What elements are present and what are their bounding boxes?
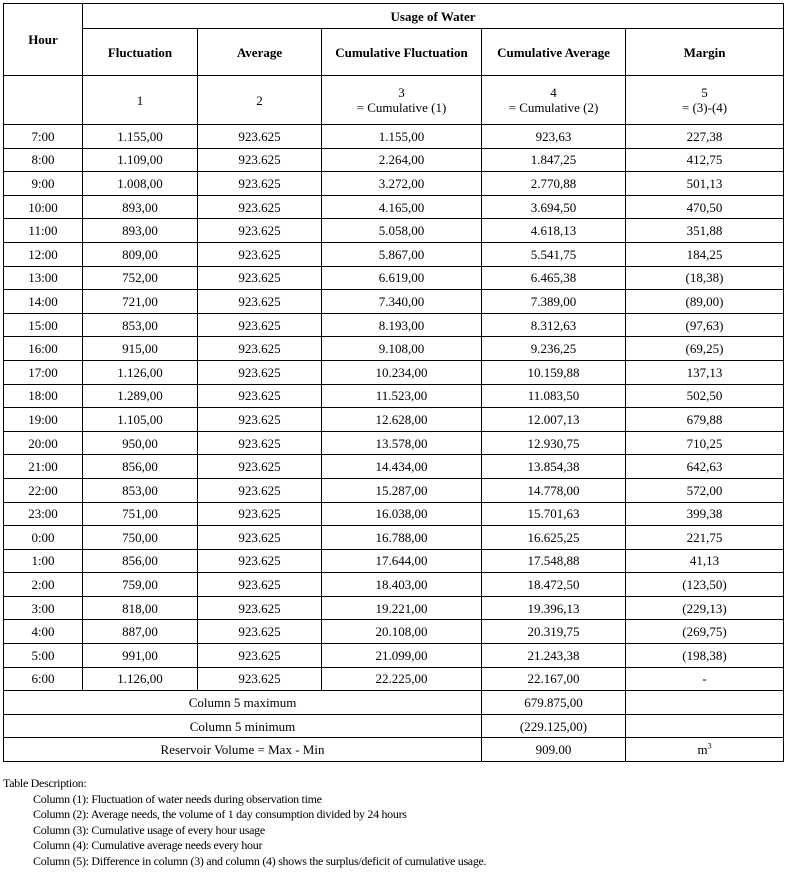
margin-cell: 227,38 (626, 125, 784, 149)
cumulative-average-cell: 3.694,50 (482, 195, 626, 219)
summary-value: (229.125,00) (482, 714, 626, 738)
margin-cell: 399,38 (626, 502, 784, 526)
fluctuation-cell: 752,00 (83, 266, 198, 290)
table-row (4, 667, 784, 691)
summary-body (4, 691, 784, 762)
hour-cell: 8:00 (4, 148, 83, 172)
average-cell: 923.625 (198, 549, 322, 573)
average-cell: 923.625 (198, 596, 322, 620)
cumulative-fluctuation-cell: 21.099,00 (322, 644, 482, 668)
description-line: Column (4): Cumulative average needs every hour (33, 838, 263, 852)
unit-base: m (697, 742, 708, 758)
column-number-hour (4, 76, 83, 125)
summary-row-max (4, 691, 784, 715)
hour-cell: 16:00 (4, 337, 83, 361)
table-row (4, 337, 784, 361)
column-header-cumulative-fluctuation: Cumulative Fluctuation (322, 29, 482, 76)
margin-cell: (198,38) (626, 644, 784, 668)
cumulative-average-cell: 15.701,63 (482, 502, 626, 526)
fluctuation-cell: 1.155,00 (83, 125, 198, 149)
cumulative-fluctuation-cell: 22.225,00 (322, 667, 482, 691)
cumulative-average-cell: 17.548,88 (482, 549, 626, 573)
cumulative-fluctuation-cell: 13.578,00 (322, 431, 482, 455)
fluctuation-cell: 1.126,00 (83, 360, 198, 384)
fluctuation-cell: 1.109,00 (83, 148, 198, 172)
margin-cell: - (626, 667, 784, 691)
average-cell: 923.625 (198, 242, 322, 266)
cumulative-fluctuation-cell: 2.264,00 (322, 148, 482, 172)
description-title: Table Description: (3, 776, 87, 790)
cumulative-average-cell: 2.770,88 (482, 172, 626, 196)
fluctuation-cell: 809,00 (83, 242, 198, 266)
table-row (4, 266, 784, 290)
summary-value: 679.875,00 (482, 691, 626, 715)
hour-cell: 20:00 (4, 431, 83, 455)
table-row (4, 408, 784, 432)
cumulative-average-cell: 923,63 (482, 125, 626, 149)
column-formula: = Cumulative (2) (508, 100, 599, 115)
margin-cell: 412,75 (626, 148, 784, 172)
fluctuation-cell: 1.126,00 (83, 667, 198, 691)
column-number: 4 (550, 85, 557, 100)
average-cell: 923.625 (198, 526, 322, 550)
hour-cell: 2:00 (4, 573, 83, 597)
column-number-1 (83, 76, 198, 125)
cumulative-fluctuation-cell: 18.403,00 (322, 573, 482, 597)
average-cell: 923.625 (198, 337, 322, 361)
cumulative-fluctuation-cell: 8.193,00 (322, 313, 482, 337)
cumulative-fluctuation-cell: 5.058,00 (322, 219, 482, 243)
cumulative-average-cell: 1.847,25 (482, 148, 626, 172)
column-number-5 (626, 76, 784, 125)
table-row (4, 455, 784, 479)
cumulative-average-cell: 14.778,00 (482, 478, 626, 502)
table-row (4, 620, 784, 644)
fluctuation-cell: 1.008,00 (83, 172, 198, 196)
cumulative-fluctuation-cell: 19.221,00 (322, 596, 482, 620)
cumulative-fluctuation-cell: 10.234,00 (322, 360, 482, 384)
margin-cell: 470,50 (626, 195, 784, 219)
cumulative-fluctuation-cell: 14.434,00 (322, 455, 482, 479)
column-number: 3 (398, 85, 405, 100)
hour-cell: 10:00 (4, 195, 83, 219)
cumulative-average-cell: 6.465,38 (482, 266, 626, 290)
column-header-cumulative-average: Cumulative Average (482, 29, 626, 76)
cumulative-average-cell: 12.930,75 (482, 431, 626, 455)
table-body (4, 125, 784, 691)
cumulative-average-cell: 10.159,88 (482, 360, 626, 384)
fluctuation-cell: 818,00 (83, 596, 198, 620)
summary-row-min (4, 714, 784, 738)
margin-cell: 221,75 (626, 526, 784, 550)
table-row (4, 242, 784, 266)
margin-cell: (69,25) (626, 337, 784, 361)
margin-cell: (89,00) (626, 290, 784, 314)
table-row (4, 596, 784, 620)
average-cell: 923.625 (198, 195, 322, 219)
average-cell: 923.625 (198, 573, 322, 597)
average-cell: 923.625 (198, 455, 322, 479)
column-number-2 (198, 76, 322, 125)
average-cell: 923.625 (198, 620, 322, 644)
summary-label: Column 5 maximum (4, 691, 482, 715)
average-cell: 923.625 (198, 266, 322, 290)
average-cell: 923.625 (198, 502, 322, 526)
average-cell: 923.625 (198, 667, 322, 691)
margin-cell: 642,63 (626, 455, 784, 479)
cumulative-average-cell: 11.083,50 (482, 384, 626, 408)
cumulative-average-cell: 12.007,13 (482, 408, 626, 432)
cumulative-fluctuation-cell: 5.867,00 (322, 242, 482, 266)
hour-cell: 23:00 (4, 502, 83, 526)
column-header-margin: Margin (626, 29, 784, 76)
table-row (4, 573, 784, 597)
table-row (4, 172, 784, 196)
usage-of-water-header: Usage of Water (83, 4, 784, 29)
margin-cell: (97,63) (626, 313, 784, 337)
fluctuation-cell: 1.105,00 (83, 408, 198, 432)
fluctuation-cell: 759,00 (83, 573, 198, 597)
column-number-3 (322, 76, 482, 125)
margin-cell: (123,50) (626, 573, 784, 597)
description-line: Column (1): Fluctuation of water needs during observation time (33, 791, 322, 806)
cumulative-average-cell: 18.472,50 (482, 573, 626, 597)
summary-label: Reservoir Volume = Max - Min (4, 738, 482, 762)
summary-unit (626, 691, 784, 715)
unit-superscript: 3 (707, 741, 712, 751)
cumulative-average-cell: 8.312,63 (482, 313, 626, 337)
table-row (4, 384, 784, 408)
cumulative-average-cell: 21.243,38 (482, 644, 626, 668)
hour-cell: 7:00 (4, 125, 83, 149)
table-row (4, 195, 784, 219)
hour-cell: 12:00 (4, 242, 83, 266)
table-row (4, 148, 784, 172)
cumulative-fluctuation-cell: 6.619,00 (322, 266, 482, 290)
cumulative-fluctuation-cell: 12.628,00 (322, 408, 482, 432)
hour-cell: 14:00 (4, 290, 83, 314)
average-cell: 923.625 (198, 219, 322, 243)
average-cell: 923.625 (198, 431, 322, 455)
cumulative-average-cell: 19.396,13 (482, 596, 626, 620)
column-header-fluctuation: Fluctuation (83, 29, 198, 76)
hour-cell: 0:00 (4, 526, 83, 550)
hour-cell: 1:00 (4, 549, 83, 573)
table-description (3, 776, 486, 869)
cumulative-average-cell: 13.854,38 (482, 455, 626, 479)
column-header-average: Average (198, 29, 322, 76)
fluctuation-cell: 915,00 (83, 337, 198, 361)
cumulative-fluctuation-cell: 16.038,00 (322, 502, 482, 526)
column-number: 2 (256, 92, 263, 108)
average-cell: 923.625 (198, 478, 322, 502)
summary-label: Column 5 minimum (4, 714, 482, 738)
cumulative-fluctuation-cell: 16.788,00 (322, 526, 482, 550)
fluctuation-cell: 887,00 (83, 620, 198, 644)
cumulative-fluctuation-cell: 20.108,00 (322, 620, 482, 644)
fluctuation-cell: 750,00 (83, 526, 198, 550)
margin-cell: (229,13) (626, 596, 784, 620)
fluctuation-cell: 991,00 (83, 644, 198, 668)
cumulative-average-cell: 22.167,00 (482, 667, 626, 691)
summary-row-reservoir-volume (4, 738, 784, 762)
average-cell: 923.625 (198, 125, 322, 149)
hour-cell: 18:00 (4, 384, 83, 408)
margin-cell: (269,75) (626, 620, 784, 644)
column-formula: = (3)-(4) (681, 100, 728, 115)
summary-unit (626, 714, 784, 738)
cumulative-average-cell: 16.625,25 (482, 526, 626, 550)
cumulative-average-cell: 9.236,25 (482, 337, 626, 361)
cumulative-fluctuation-cell: 7.340,00 (322, 290, 482, 314)
column-number: 5 (701, 85, 708, 100)
column-formula: = Cumulative (1) (356, 100, 447, 115)
fluctuation-cell: 751,00 (83, 502, 198, 526)
average-cell: 923.625 (198, 644, 322, 668)
cumulative-fluctuation-cell: 17.644,00 (322, 549, 482, 573)
table-row (4, 526, 784, 550)
cumulative-average-cell: 5.541,75 (482, 242, 626, 266)
cumulative-average-cell: 4.618,13 (482, 219, 626, 243)
margin-cell: 710,25 (626, 431, 784, 455)
water-usage-table (3, 3, 784, 762)
fluctuation-cell: 893,00 (83, 219, 198, 243)
hour-cell: 3:00 (4, 596, 83, 620)
table-row (4, 360, 784, 384)
summary-value: 909.00 (482, 738, 626, 762)
margin-cell: 679,88 (626, 408, 784, 432)
average-cell: 923.625 (198, 408, 322, 432)
average-cell: 923.625 (198, 172, 322, 196)
fluctuation-cell: 950,00 (83, 431, 198, 455)
description-line: Column (3): Cumulative usage of every hour usage (33, 822, 265, 837)
table-row (4, 290, 784, 314)
average-cell: 923.625 (198, 313, 322, 337)
hour-cell: 5:00 (4, 644, 83, 668)
description-line: Column (5): Difference in column (3) and column (4) shows the surplus/deficit of cumulative usage. (33, 853, 487, 868)
description-line: Column (2): Average needs, the volume of 1 day consumption divided by 24 hours (33, 807, 407, 821)
column-number-4 (482, 76, 626, 125)
table-row (4, 644, 784, 668)
average-cell: 923.625 (198, 384, 322, 408)
table-row (4, 478, 784, 502)
margin-cell: (18,38) (626, 266, 784, 290)
table-row (4, 125, 784, 149)
table-row (4, 502, 784, 526)
hour-cell: 22:00 (4, 478, 83, 502)
margin-cell: 351,88 (626, 219, 784, 243)
fluctuation-cell: 853,00 (83, 478, 198, 502)
hour-cell: 11:00 (4, 219, 83, 243)
margin-cell: 41,13 (626, 549, 784, 573)
summary-unit (626, 738, 784, 762)
cumulative-fluctuation-cell: 11.523,00 (322, 384, 482, 408)
hour-cell: 4:00 (4, 620, 83, 644)
margin-cell: 137,13 (626, 360, 784, 384)
table-row (4, 219, 784, 243)
cumulative-fluctuation-cell: 4.165,00 (322, 195, 482, 219)
average-cell: 923.625 (198, 360, 322, 384)
fluctuation-cell: 721,00 (83, 290, 198, 314)
margin-cell: 502,50 (626, 384, 784, 408)
hour-header: Hour (4, 4, 83, 76)
column-number: 1 (136, 92, 144, 108)
fluctuation-cell: 856,00 (83, 549, 198, 573)
margin-cell: 572,00 (626, 478, 784, 502)
cumulative-fluctuation-cell: 9.108,00 (322, 337, 482, 361)
hour-cell: 15:00 (4, 313, 83, 337)
table-row (4, 549, 784, 573)
fluctuation-cell: 853,00 (83, 313, 198, 337)
fluctuation-cell: 856,00 (83, 455, 198, 479)
cumulative-fluctuation-cell: 3.272,00 (322, 172, 482, 196)
cumulative-average-cell: 7.389,00 (482, 290, 626, 314)
cumulative-fluctuation-cell: 15.287,00 (322, 478, 482, 502)
hour-cell: 13:00 (4, 266, 83, 290)
margin-cell: 501,13 (626, 172, 784, 196)
average-cell: 923.625 (198, 290, 322, 314)
margin-cell: 184,25 (626, 242, 784, 266)
fluctuation-cell: 1.289,00 (83, 384, 198, 408)
table-row (4, 313, 784, 337)
fluctuation-cell: 893,00 (83, 195, 198, 219)
hour-cell: 17:00 (4, 360, 83, 384)
hour-cell: 9:00 (4, 172, 83, 196)
hour-cell: 19:00 (4, 408, 83, 432)
hour-cell: 21:00 (4, 455, 83, 479)
hour-cell: 6:00 (4, 667, 83, 691)
cumulative-fluctuation-cell: 1.155,00 (322, 125, 482, 149)
average-cell: 923.625 (198, 148, 322, 172)
cumulative-average-cell: 20.319,75 (482, 620, 626, 644)
table-row (4, 431, 784, 455)
